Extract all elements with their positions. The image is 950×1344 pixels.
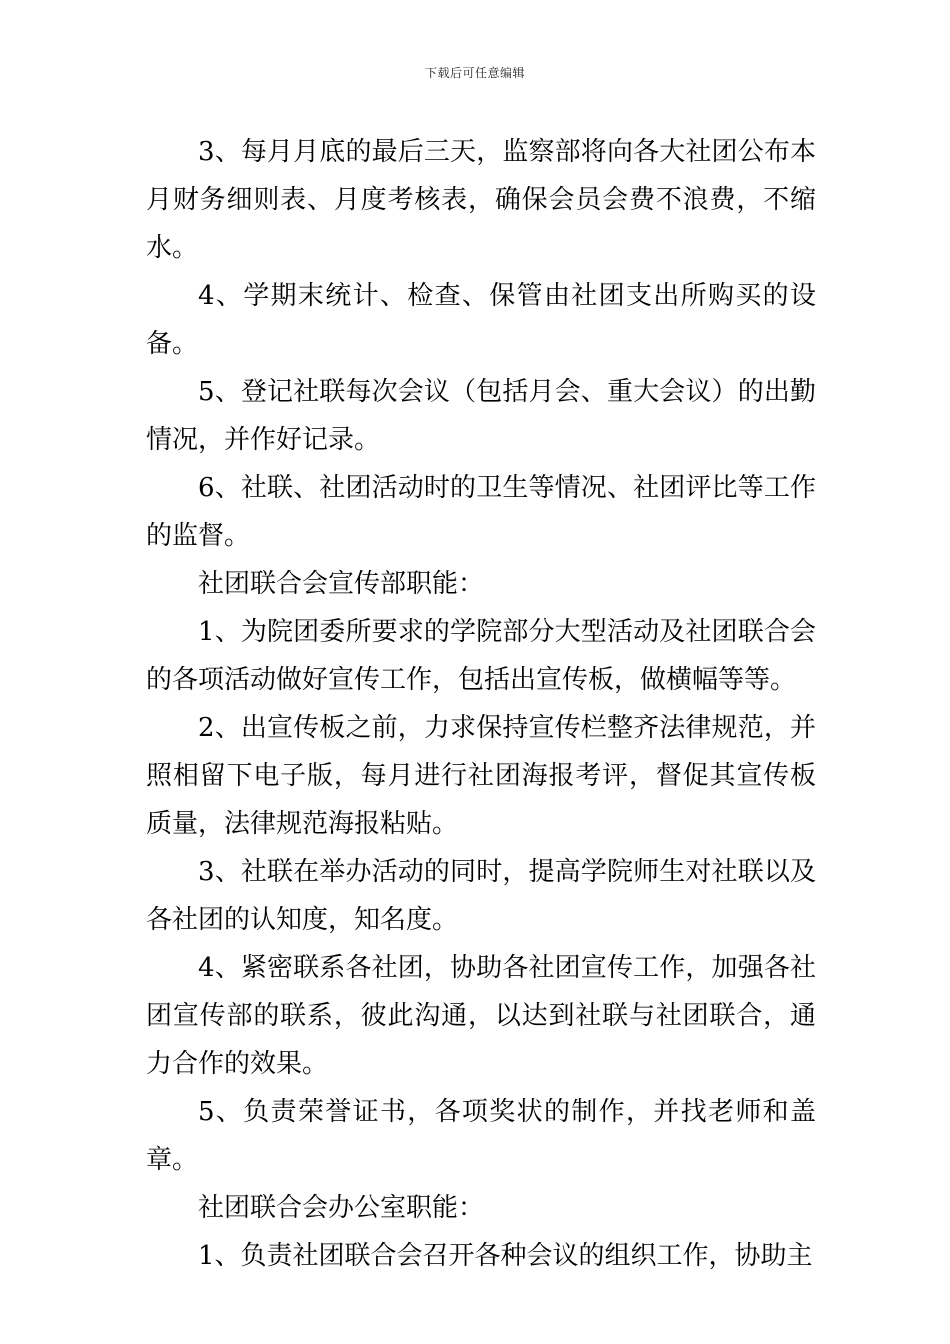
paragraph: 1、负责社团联合会召开各种会议的组织工作，协助主 bbox=[198, 1241, 813, 1271]
paragraph: 3、每月月底的最后三天，监察部将向各大社团公布本月财务细则表、月度考核表，确保会员会费不浪费，不缩水。 bbox=[146, 137, 816, 263]
paragraph: 5、登记社联每次会议（包括月会、重大会议）的出勤情况，并作好记录。 bbox=[146, 377, 816, 455]
paragraph: 3、社联在举办活动的同时，提高学院师生对社联以及各社团的认知度，知名度。 bbox=[146, 857, 816, 935]
paragraph: 2、出宣传板之前，力求保持宣传栏整齐法律规范，并照相留下电子版，每月进行社团海报考评，督促其宣传板质量，法律规范海报粘贴。 bbox=[146, 713, 816, 839]
paragraph: 6、社联、社团活动时的卫生等情况、社团评比等工作的监督。 bbox=[146, 473, 816, 551]
paragraph: 4、紧密联系各社团，协助各社团宣传工作，加强各社团宣传部的联系，彼此沟通，以达到社联与社团联合，通力合作的效果。 bbox=[146, 953, 816, 1079]
document-body bbox=[146, 128, 816, 1280]
section-heading: 社团联合会宣传部职能： bbox=[198, 569, 485, 599]
paragraph: 5、负责荣誉证书，各项奖状的制作，并找老师和盖章。 bbox=[146, 1097, 816, 1175]
page-header-note: 下载后可任意编辑 bbox=[424, 66, 525, 80]
paragraph: 4、学期末统计、检查、保管由社团支出所购买的设备。 bbox=[146, 281, 816, 359]
section-heading: 社团联合会办公室职能： bbox=[198, 1193, 485, 1223]
paragraph: 1、为院团委所要求的学院部分大型活动及社团联合会的各项活动做好宣传工作，包括出宣传板，做横幅等等。 bbox=[146, 617, 816, 695]
